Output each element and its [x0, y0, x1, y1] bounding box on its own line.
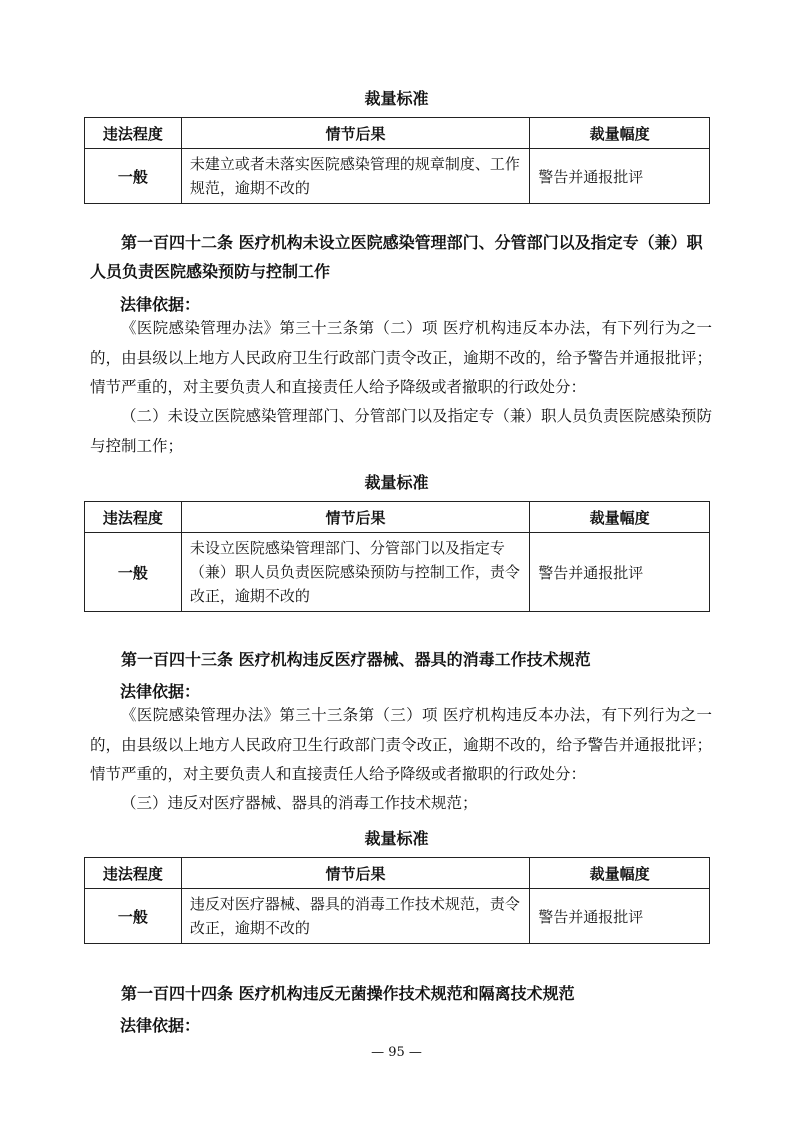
- table-row: [85, 533, 710, 612]
- circumstances-cell: 违反对医疗器械、器具的消毒工作技术规范，责令改正，逾期不改的: [181, 889, 529, 944]
- legal-basis-label: 法律依据：: [120, 1016, 201, 1035]
- discretion-table: [84, 857, 710, 944]
- header-circumstances: 情节后果: [181, 502, 529, 533]
- legal-basis-label: 法律依据：: [120, 295, 201, 314]
- legal-clause: （二）未设立医院感染管理部门、分管部门以及指定专（兼）职人员负责医院感染预防与控制工作；: [90, 407, 712, 455]
- violation-degree-cell: 一般: [85, 889, 182, 944]
- table-header-row: [85, 118, 710, 149]
- table-caption: 裁量标准: [364, 89, 429, 108]
- article-title: 第一百四十三条 医疗机构违反医疗器械、器具的消毒工作技术规范: [121, 650, 591, 669]
- discretion-table: [84, 117, 710, 204]
- page-number: — 95 —: [371, 1045, 422, 1060]
- circumstances-cell: 未设立医院感染管理部门、分管部门以及指定专（兼）职人员负责医院感染预防与控制工作，责令改正，逾期不改的: [181, 533, 529, 612]
- legal-basis-text: 《医院感染管理办法》第三十三条第（二）项 医疗机构违反本办法，有下列行为之一的，由县级以上地方人民政府卫生行政部门责令改正，逾期不改的，给予警告并通报批评；情节严重的，对主要负责人和直接责任人给予降级或者撤职的行政处分：: [90, 319, 712, 396]
- table-caption: 裁量标准: [364, 473, 429, 492]
- legal-basis-label: 法律依据：: [120, 682, 201, 701]
- circumstances-cell: 未建立或者未落实医院感染管理的规章制度、工作规范，逾期不改的: [181, 149, 529, 204]
- article-title: 第一百四十二条 医疗机构未设立医院感染管理部门、分管部门以及指定专（兼）职人员负责医院感染预防与控制工作: [90, 233, 703, 281]
- header-discretion-range: 裁量幅度: [530, 502, 710, 533]
- violation-degree-cell: 一般: [85, 149, 182, 204]
- legal-basis-text: 《医院感染管理办法》第三十三条第（三）项 医疗机构违反本办法，有下列行为之一的，由县级以上地方人民政府卫生行政部门责令改正，逾期不改的，给予警告并通报批评；情节严重的，对主要负责人和直接责任人给予降级或者撤职的行政处分：: [90, 706, 712, 783]
- header-violation-degree: 违法程度: [85, 858, 182, 889]
- table-caption: 裁量标准: [364, 829, 429, 848]
- table-row: [85, 149, 710, 204]
- header-discretion-range: 裁量幅度: [530, 118, 710, 149]
- discretion-range-cell: 警告并通报批评: [530, 889, 710, 944]
- table-row: [85, 889, 710, 944]
- discretion-range-cell: 警告并通报批评: [530, 533, 710, 612]
- header-violation-degree: 违法程度: [85, 502, 182, 533]
- table-header-row: [85, 858, 710, 889]
- header-discretion-range: 裁量幅度: [530, 858, 710, 889]
- legal-clause: （三）违反对医疗器械、器具的消毒工作技术规范；: [121, 794, 478, 812]
- violation-degree-cell: 一般: [85, 533, 182, 612]
- table-header-row: [85, 502, 710, 533]
- article-title: 第一百四十四条 医疗机构违反无菌操作技术规范和隔离技术规范: [121, 984, 575, 1003]
- discretion-range-cell: 警告并通报批评: [530, 149, 710, 204]
- discretion-table: [84, 501, 710, 612]
- header-violation-degree: 违法程度: [85, 118, 182, 149]
- header-circumstances: 情节后果: [181, 118, 529, 149]
- header-circumstances: 情节后果: [181, 858, 529, 889]
